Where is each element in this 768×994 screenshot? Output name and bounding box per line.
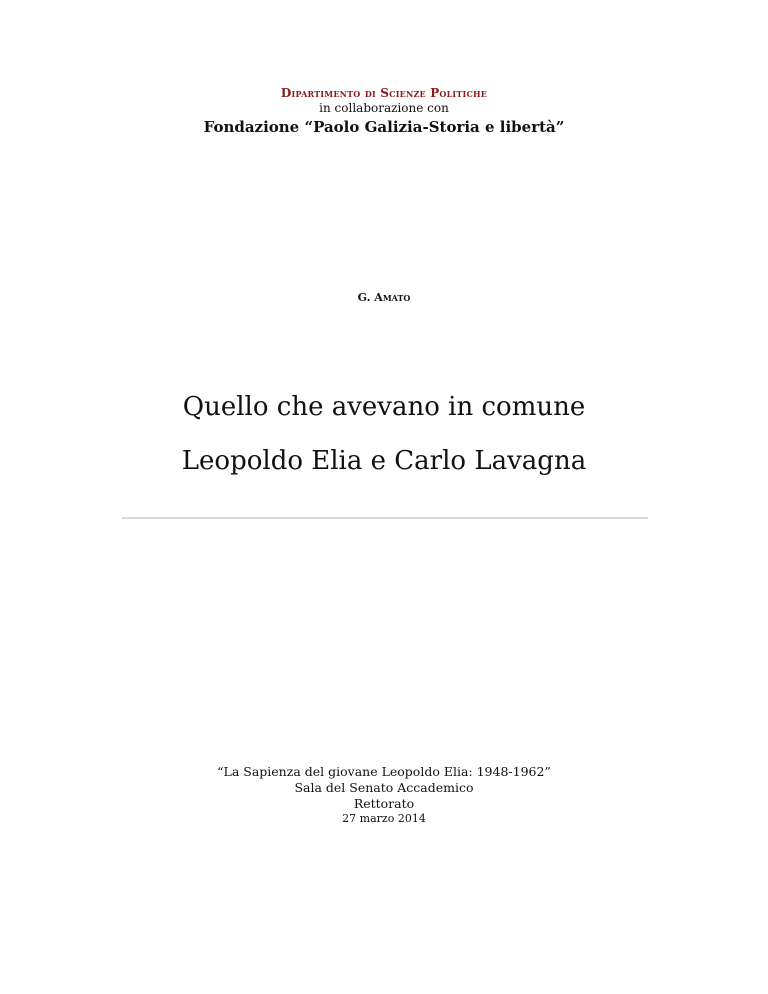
department-heading: Dipartimento di Scienze Politiche	[280, 86, 488, 100]
document-title-line-2: Leopoldo Elia e Carlo Lavagna	[181, 446, 587, 476]
event-name: “La Sapienza del giovane Leopoldo Elia: 1948-1962”	[217, 764, 551, 779]
event-building: Rettorato	[353, 796, 415, 811]
horizontal-divider	[122, 517, 648, 519]
foundation-heading: Fondazione “Paolo Galizia-Storia e libertà”	[203, 118, 565, 136]
document-title-line-1: Quello che avevano in comune	[182, 392, 586, 422]
event-venue: Sala del Senato Accademico	[294, 780, 474, 795]
collaboration-text: in collaborazione con	[319, 101, 449, 115]
event-date: 27 marzo 2014	[342, 812, 426, 825]
author-name: G. Amato	[357, 291, 411, 304]
